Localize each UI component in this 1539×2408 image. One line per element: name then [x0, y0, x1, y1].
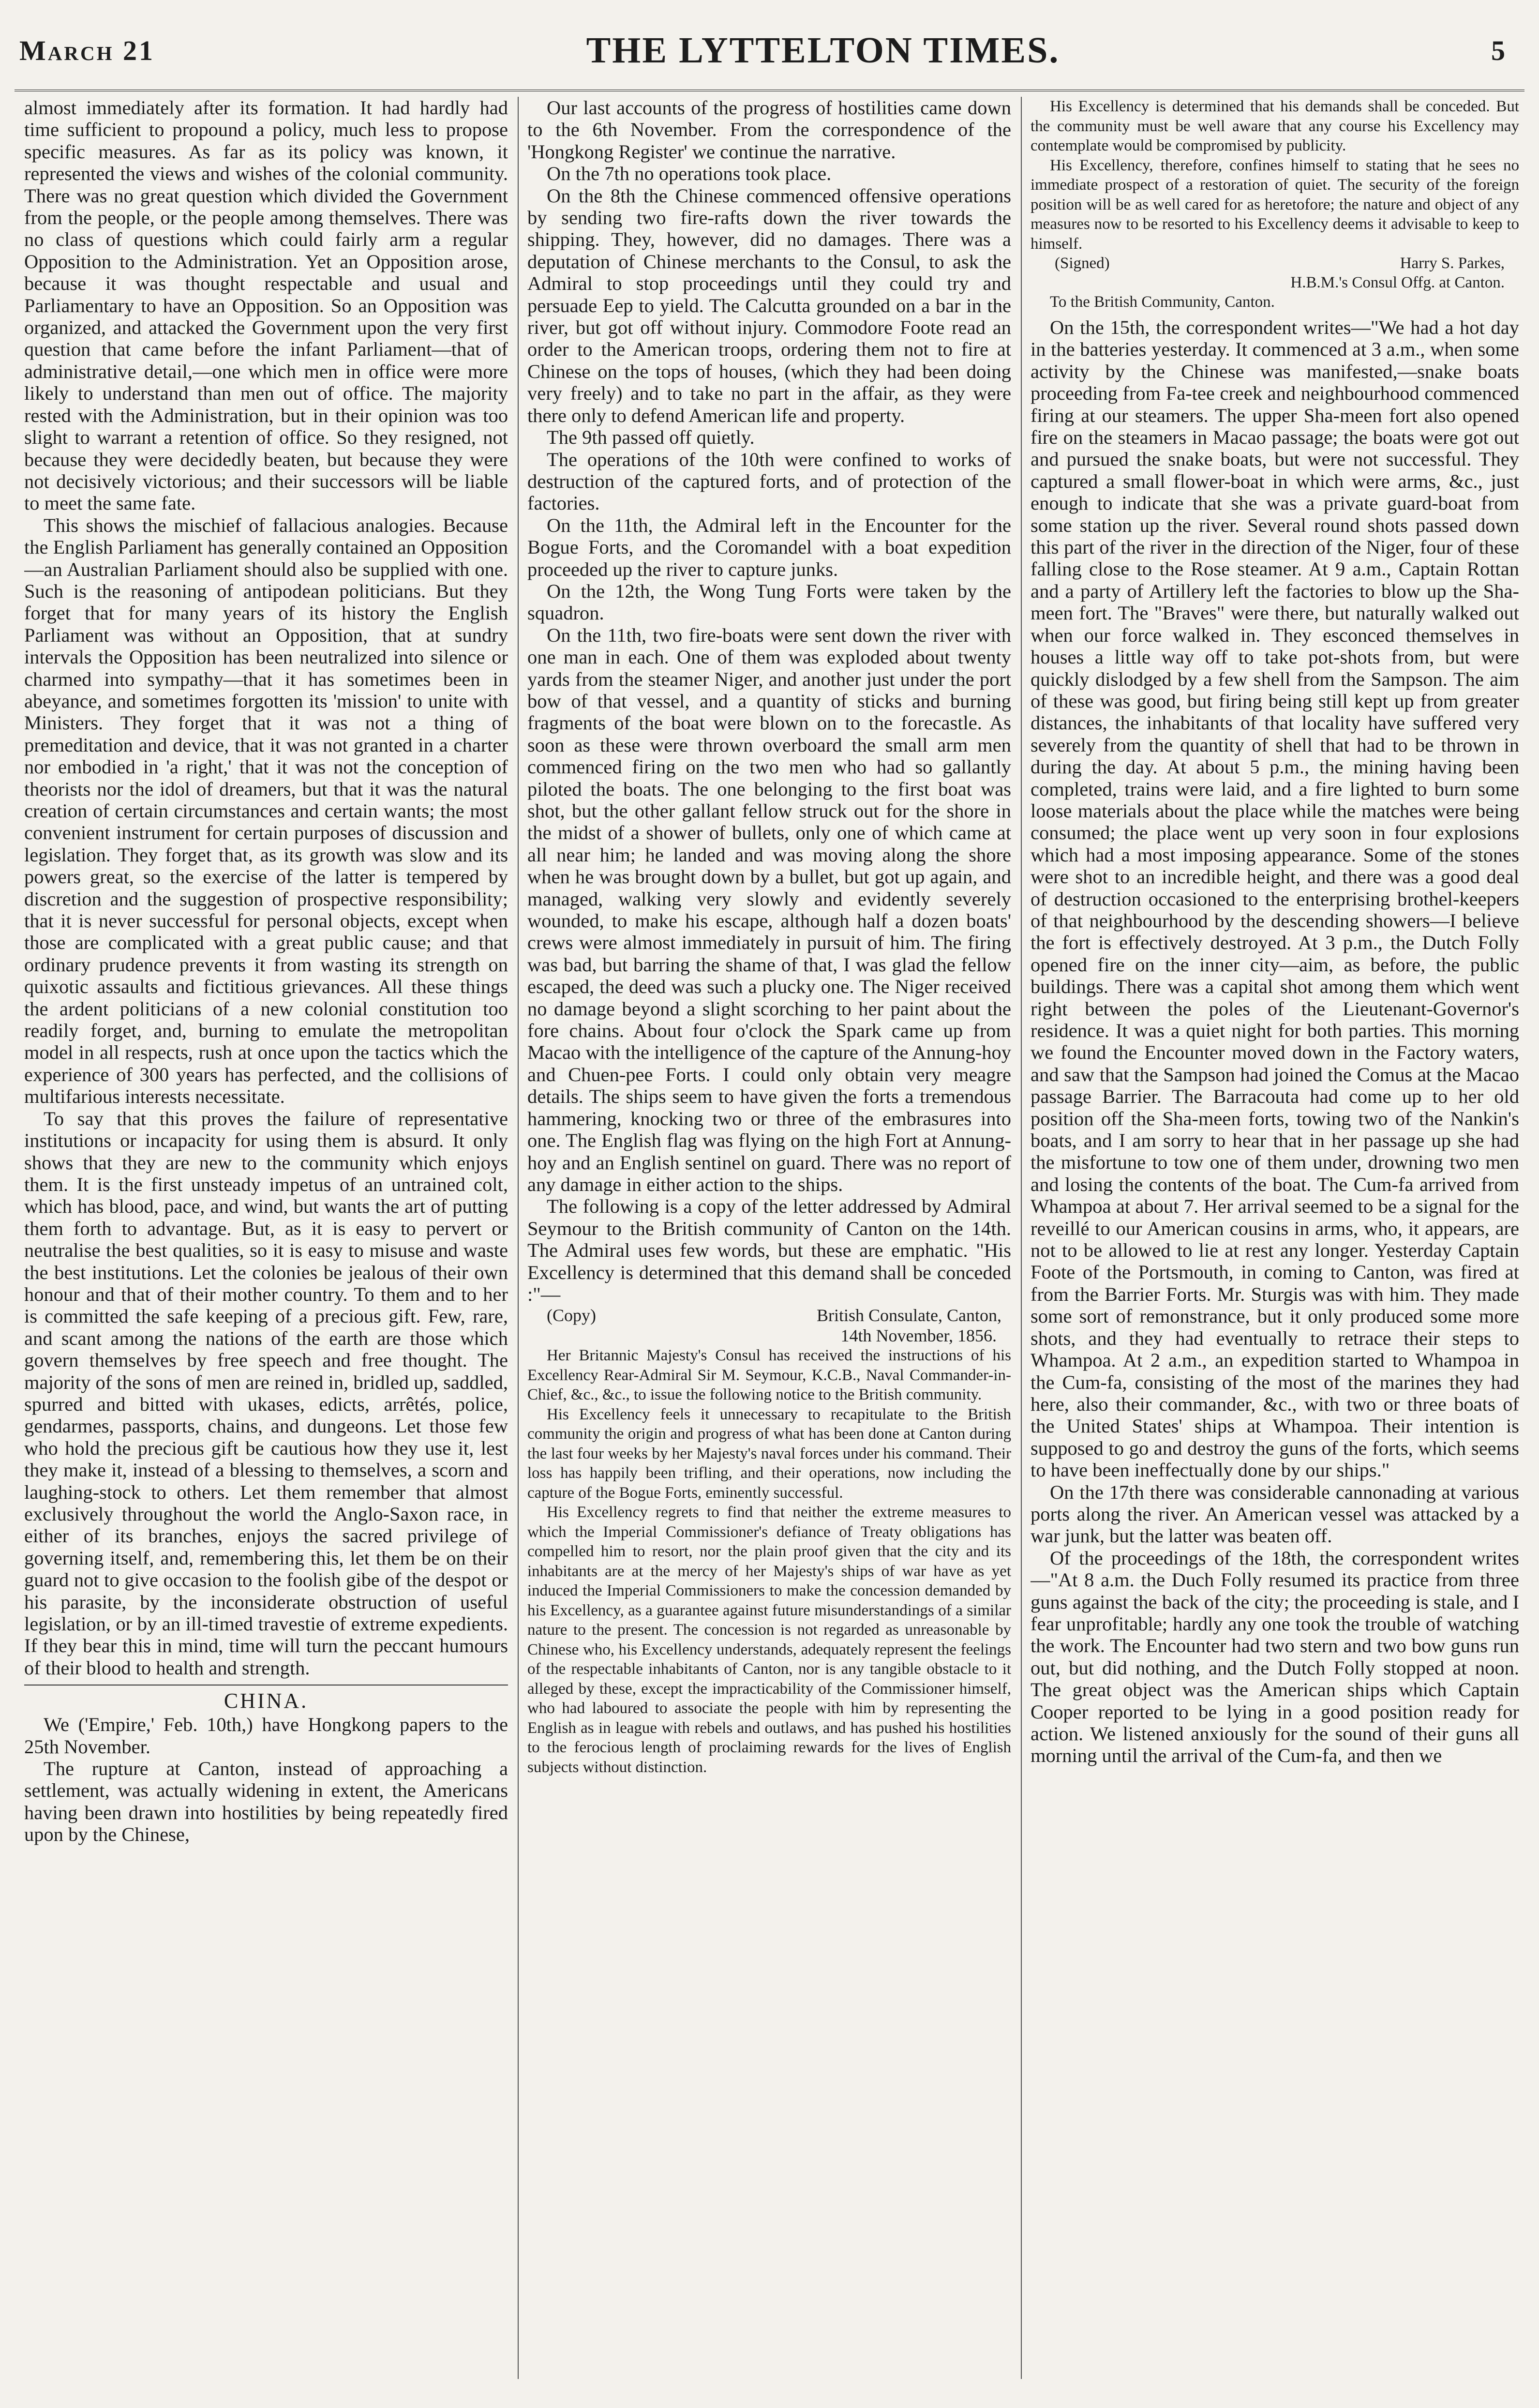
issue-date: March 21 — [19, 34, 155, 66]
column-divider — [518, 97, 519, 2379]
letter-paragraph: His Excellency, therefore, confines himself to stating that he sees no immediate prospect of a restoration of quiet. The security of the foreign position will be as well cared for as heretofore; the nature and object of any measures now to be resorted to his Excellency deems it advisable to keep to himself. — [1031, 156, 1519, 253]
article-paragraph: Of the proceedings of the 18th, the correspondent writes—"At 8 a.m. the Duch Folly resumed its practice from three guns against the back of the city; the proceeding is stale, and I fear unprofitable; hardly any one took the trouble of watching the work. The Encounter had two stern and two bow guns run out, but did nothing, and the Dutch Folly stopped at noon. The great object was the American ships which Captain Cooper reported to be lying in a good position ready for action. We listened anxiously for the sound of their guns all morning until the arrival of the Cum-fa, and then we — [1031, 1547, 1519, 1767]
column-3 — [1031, 97, 1519, 2393]
newspaper-title: THE LYTTELTON TIMES. — [586, 30, 1060, 71]
article-paragraph: Our last accounts of the progress of hostilities came down to the 6th November. From the correspondence of the 'Hongkong Register' we continue the narrative. — [527, 97, 1011, 163]
letter-paragraph: His Excellency feels it unnecessary to recapitulate to the British community the origin and progress of what has been done at Canton during the last four weeks by her Majesty's naval forces under his command. Their loss has happily been trifling, and their operations, now including the capture of the Bogue Forts, eminently successful. — [527, 1405, 1011, 1502]
copy-label: (Copy) — [547, 1306, 596, 1325]
article-paragraph: On the 12th, the Wong Tung Forts were taken by the squadron. — [527, 580, 1011, 624]
section-heading-china: CHINA. — [24, 1685, 508, 1714]
article-paragraph: almost immediately after its formation. It had hardly had time sufficient to propound a policy, much less to propose specific measures. As far as its policy was known, it represented the views and wishes of the colonial community. There was no great question which divided the Government from the people, or the people among themselves. There was no class of questions which could fairly arm a regular Opposition to the Administration. Yet an Opposition arose, because it was thought respectable and usual and Parliamentary to have an Opposition. So an Opposition was organized, and attacked the Government upon the very first question that came before the infant Parliament—that of administrative detail,—one which men in office were more likely to understand than men out of office. The majority rested with the Administration, but in their opinion was too slight to warrant a retention of office. So they resigned, not because they were decidedly beaten, but because they were not decisively victorious; and their successors will be liable to meet the same fate. — [24, 97, 508, 514]
letter-heading — [527, 1305, 1011, 1325]
article-paragraph: The 9th passed off quietly. — [547, 426, 755, 449]
article-paragraph: On the 15th, the correspondent writes—"We had a hot day in the batteries yesterday. It commenced at 3 a.m., when some activity by the Chinese was manifested,—snake boats proceeding from Fa-tee creek and neighbourhood commenced firing at our steamers. The upper Sha-meen fort also opened fire on the steamers in Macao passage; the boats were got out and pursued the snake boats, but were not successful. They captured a small flower-boat in which were arms, &c., just enough to indicate that she was a private guard-boat from some station up the river. Several round shots passed down this part of the river in the direction of the Niger, four of these falling close to the Rose steamer. At 9 a.m., Captain Rottan and a party of Artillery left the factories to blow up the Sha-meen fort. The "Braves" were there, but naturally walked out when our force walked in. They esconced themselves in houses a little way off to take pot-shots from, but were quickly dislodged by a few shell from the Sampson. The aim of these was good, but firing being still kept up from greater distances, the inhabitants of that locality have suffered very severely from the quantity of shell that had to be thrown in during the day. At about 5 p.m., the mining having been completed, trains were laid, and a fire lighted to burn some loose materials about the place while the matches were being consumed; the place went up very soon in four explosions which had a most imposing appearance. Some of the stones were shot to an incredible height, and there was a good deal of destruction occasioned to the enterprising brothel-keepers of that neighbourhood by the descending showers—I believe the fort is effectively destroyed. At 3 p.m., the Dutch Folly opened fire on the inner city—aim, as before, the public buildings. There was a capital shot among them which went right between the poles of the Lieutenant-Governor's residence. It was a quiet night for both parties. This morning we found the Encounter moved down in the Factory waters, and saw that the Sampson had joined the Comus at the Macao passage Barrier. The Barracouta had come up to her old position off the Sha-meen forts, towing two of the Nankin's boats, and I am sorry to hear that in her passage up she had the misfortune to tow one of them under, drowning two men and losing the contents of the boat. The Cum-fa arrived from Whampoa at about 7. Her arrival seemed to be a signal for the reveillé to our American cousins in arms, who, it appears, are not to be allowed to lie at rest any longer. Yesterday Captain Foote of the Portsmouth, in coming to Canton, was fired at from the Barrier Forts. Mr. Sturgis was with him. They made some sort of remonstrance, but it only produced some more shots, and they had eventually to retrace their steps to Whampoa. At 2 a.m., an expedition started to Whampoa in the Cum-fa, consisting of the most of the marines they had here, also their commander, &c., with two or three boats of the United States' ships at Whampoa. Their intention is supposed to go and destroy the guns of the forts, which seems to have been ineffectually done by our ships." — [1031, 316, 1519, 1481]
article-paragraph: On the 11th, the Admiral left in the Encounter for the Bogue Forts, and the Coromandel with a boat expedition proceeded up the river to capture junks. — [527, 514, 1011, 580]
signed-name: Harry S. Parkes, — [1400, 255, 1505, 272]
letter-signature — [1031, 254, 1519, 273]
article-paragraph: The rupture at Canton, instead of approaching a settlement, was actually widening in extent, the Americans having been drawn into hostilities by being repeatedly fired upon by the Chinese, — [24, 1758, 508, 1846]
article-paragraph: On the 17th there was considerable cannonading at various ports along the river. An American vessel was attacked by a war junk, but the latter was beaten off. — [1031, 1481, 1519, 1547]
letter-addressee: To the British Community, Canton. — [1050, 293, 1275, 311]
letter-place: British Consulate, Canton, — [817, 1306, 1001, 1325]
article-paragraph: To say that this proves the failure of representative institutions or incapacity for using them is absurd. It only shows that they are new to the community which enjoys them. It is the first unsteady impetus of an untrained colt, which has blood, pace, and wind, but wants the art of putting them forth to advantage. But, as it is easy to pervert or neutralise the best qualities, so it is easy to misuse and waste the best institutions. Let the colonies be jealous of their own honour and that of their mother country. To them and to her is committed the safe keeping of a precious gift. Few, rare, and scant among the nations of the earth are those which govern themselves by free speech and free thought. The majority of the sons of men are reined in, bridled up, saddled, spurred and bitted with ukases, edicts, arrêtés, police, gendarmes, passports, chains, and dungeons. Let those few who hold the precious gift be cautious how they use it, lest they make it, instead of a blessing to themselves, a scorn and laughing-stock to others. Let them remember that almost exclusively throughout the world the Anglo-Saxon race, in either of its branches, enjoys the sacred privilege of governing itself, and, remembering this, let them be on their guard not to give occasion to the foolish gibe of the despot or his parasite, by the inconsiderate obstruction of useful legislation, or by an ill-timed travestie of extreme expedients. If they bear this in mind, time will turn the peccant humours of their blood to health and strength. — [24, 1107, 508, 1679]
column-2 — [527, 97, 1011, 2393]
letter-date: 14th November, 1856. — [840, 1326, 997, 1346]
letter-paragraph: His Excellency is determined that his demands shall be conceded. But the community must be well aware that any course his Excellency may contemplate would be compromised by publicity. — [1031, 98, 1519, 154]
letter-paragraph: His Excellency regrets to find that neither the extreme measures to which the Imperial Commissioner's defiance of Treaty obligations has compelled him to resort, nor the plain proof given that the city and its inhabitants are at the mercy of her Majesty's ships of war have as yet induced the Imperial Commissioners to make the concession demanded by his Excellency, as a guarantee against future misunderstandings of a similar nature to the present. The concession is not regarded as unreasonable by Chinese who, his Excellency understands, adequately represent the feelings of the respectable inhabitants of Canton, nor is any tangible obstacle to it alleged by these, except the impracticability of the Commissioner himself, who had laboured to associate the people with him by representing the English as in league with rebels and outlaws, and has pushed his hostilities to the ferocious length of proclaiming rewards for the lives of English subjects without distinction. — [527, 1504, 1011, 1776]
header-rule — [15, 90, 1524, 91]
column-1 — [24, 97, 508, 2393]
article-paragraph: The operations of the 10th were confined to works of destruction of the captured forts, and of protection of the factories. — [527, 448, 1011, 514]
article-paragraph: On the 7th no operations took place. — [547, 163, 832, 185]
masthead — [19, 21, 1520, 79]
article-paragraph: On the 11th, two fire-boats were sent down the river with one man in each. One of them was exploded about twenty yards from the steamer Niger, and another just under the port bow of that vessel, and a quantity of sticks and burning fragments of the boat were blown on to the forecastle. As soon as these were thrown overboard the small arm men commenced firing on the two men who had so gallantly piloted the boats. The one belonging to the first boat was shot, but the other gallant fellow struck out for the shore in the midst of a shower of bullets, only one of which came at all near him; he landed and was moving along the shore when he was brought down by a bullet, but got up again, and managed, walking very slowly and evidently severely wounded, to make his escape, although half a dozen boats' crews were almost immediately in pursuit of him. The firing was bad, but barring the shame of that, I was glad the fellow escaped, the deed was such a plucky one. The Niger received no damage beyond a slight scorching to her paint about the fore chains. About four o'clock the Spark came up from Macao with the intelligence of the capture of the Annung-hoy and Chuen-pee Forts. I could only obtain very meagre details. The ships seem to have given the forts a tremendous hammering, knocking two or three of the embrasures into one. The English flag was flying on the high Fort at Annung-hoy and an English sentinel on guard. There was no report of any damage in either action to the ships. — [527, 624, 1011, 1195]
signed-title — [1031, 273, 1519, 292]
article-paragraph: The following is a copy of the letter addressed by Admiral Seymour to the British community of Canton on the 14th. The Admiral uses few words, but these are emphatic. "His Excellency is determined that this demand shall be conceded :"— — [527, 1195, 1011, 1305]
signed-label: (Signed) — [1055, 255, 1110, 272]
letter-paragraph: Her Britannic Majesty's Consul has received the instructions of his Excellency Rear-Admiral Sir M. Seymour, K.C.B., Naval Commander-in-Chief, &c., &c., to issue the following notice to the British community. — [527, 1347, 1011, 1404]
article-paragraph: This shows the mischief of fallacious analogies. Because the English Parliament has generally contained an Opposition—an Australian Parliament should also be supplied with one. Such is the reasoning of antipodean politicians. But they forget that for many years of its history the English Parliament was without an Opposition, that at sundry intervals the Opposition has been neutralized into silence or charmed into sympathy—that it has sometimes been in abeyance, and sometimes forgotten its 'mission' to unite with Ministers. They forget that it was not a thing of premeditation and device, that it was not granted in a charter nor embodied in 'a right,' that it was not the conception of theorists nor the idol of dreamers, but that it was the natural creation of certain circumstances and certain wants; the most convenient instrument for certain purposes of discussion and legislation. They forget that, as its growth was slow and its powers great, so the exercise of the latter is tempered by discretion and the suggestion of prospective responsibility; that it is never successful for personal objects, except when those are complicated with a great public cause; and that ordinary prudence prevents it from wasting its strength on quixotic assaults and fictitious grievances. All these things the ardent politicians of a new colonial constitution too readily forget, and, burning to emulate the metropolitan model in all respects, rush at once upon the tactics which the experience of 300 years has perfected, and the collisions of multifarious interests necessitate. — [24, 514, 508, 1108]
article-paragraph: On the 8th the Chinese commenced offensive operations by sending two fire-rafts down the river towards the shipping. They, however, did no damages. There was a deputation of Chinese merchants to the Consul, to ask the Admiral to stop proceedings until they could try and persuade Eep to yield. The Calcutta grounded on a bar in the river, but got off without injury. Commodore Foote read an order to the American troops, ordering them not to fire at Chinese on the tops of houses, (which they had been doing very freely) and to take no part in the affair, as they were there only to defend American life and property. — [527, 184, 1011, 426]
article-paragraph: We ('Empire,' Feb. 10th,) have Hongkong papers to the 25th November. — [24, 1714, 508, 1758]
page-number: 5 — [1491, 34, 1505, 66]
signed-title-text: H.B.M.'s Consul Offg. at Canton. — [1290, 274, 1505, 291]
column-divider — [1021, 97, 1022, 2379]
